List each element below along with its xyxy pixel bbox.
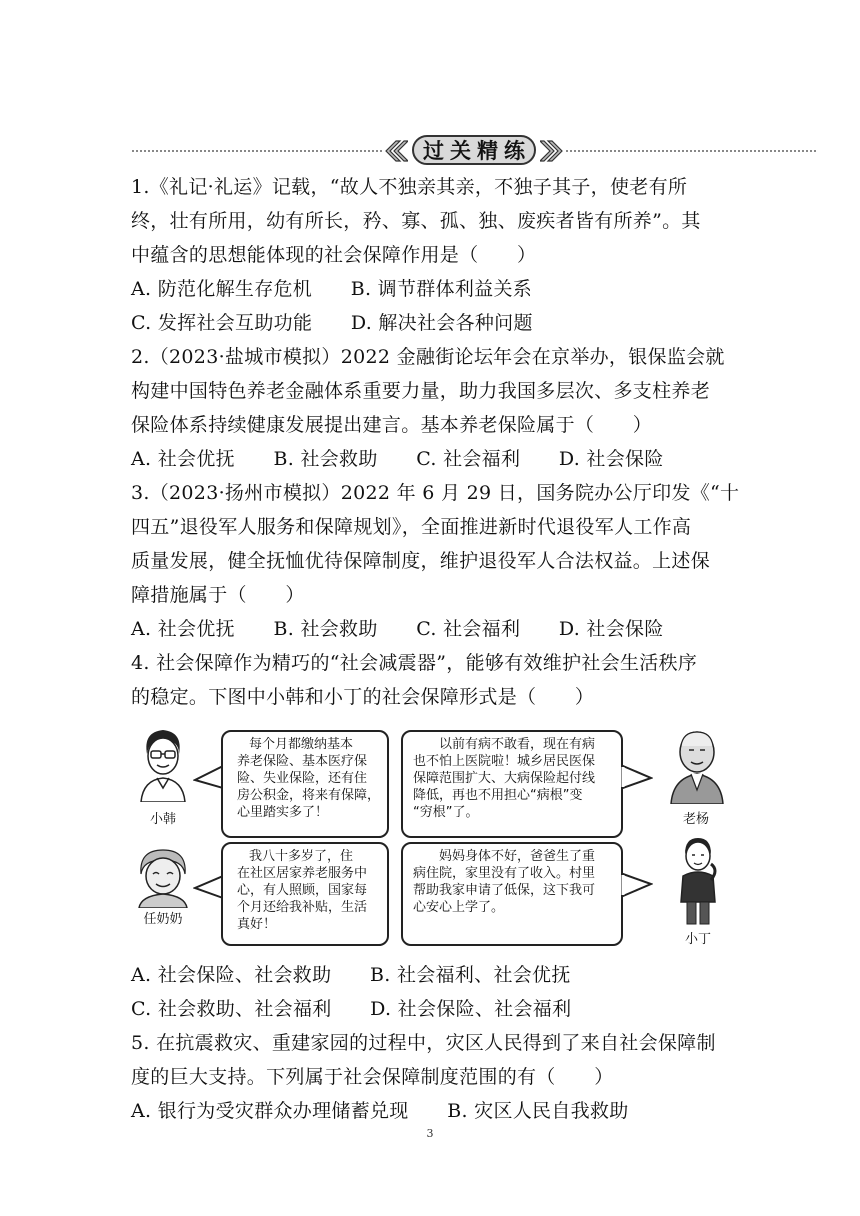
- renmama-name: 任奶奶: [143, 912, 183, 927]
- question-list: [131, 170, 740, 1128]
- option-line: A. 防范化解生存危机 B. 调节群体利益关系: [131, 278, 533, 300]
- question-3: [131, 476, 740, 646]
- question-line: 2.（2023·盐城市模拟）2022 金融街论坛年会在京举办，银保监会就: [131, 346, 725, 368]
- bubble-line: 心里踏实多了！: [237, 805, 329, 820]
- bubble-line: 真好！: [237, 917, 277, 932]
- xiaohan-figure-icon: [135, 724, 191, 802]
- bubble-line: 每个月都缴纳基本: [249, 737, 354, 752]
- xiaoding-speech-bubble: [401, 842, 623, 946]
- bubble-tail: [193, 762, 223, 792]
- chevron-right-icon: [540, 140, 564, 162]
- bubble-line: 个月还给我补贴，生活: [237, 900, 368, 915]
- question-line: 度的巨大支持。下列属于社会保障制度范围的有（ ）: [131, 1066, 614, 1088]
- question-line: 的稳定。下图中小韩和小丁的社会保障形式是（ ）: [131, 686, 595, 708]
- bubble-tail: [193, 872, 223, 902]
- option-line: A. 社会优抚 B. 社会救助 C. 社会福利 D. 社会保险: [131, 618, 664, 640]
- bubble-line: 帮助我家申请了低保，这下我可: [413, 883, 596, 898]
- question-line: 3.（2023·扬州市模拟）2022 年 6 月 29 日，国务院办公厅印发《“十: [131, 482, 740, 504]
- section-title-box: [412, 135, 536, 165]
- bubble-line: 保障范围扩大、大病保险起付线: [413, 771, 596, 786]
- xiaoding-figure-icon: [671, 834, 725, 926]
- bubble-tail: [621, 870, 653, 900]
- laoyang-name: 老杨: [682, 812, 709, 827]
- laoyang-speech-bubble: [401, 730, 623, 838]
- option-line: A. 社会优抚 B. 社会救助 C. 社会福利 D. 社会保险: [131, 448, 664, 470]
- bubble-line: 心，有人照顾，国家每: [237, 883, 368, 898]
- bubble-line: 房公积金，将来有保障，: [237, 788, 381, 803]
- option-line: A. 银行为受灾群众办理储蓄兑现 B. 灾区人民自我救助: [131, 1100, 629, 1122]
- xiaohan-name: 小韩: [149, 812, 176, 827]
- question-5: [131, 1026, 731, 1128]
- bubble-line: 降低，再也不用担心“病根”变: [413, 788, 583, 803]
- bubble-line: 病住院，家里没有了收入。村里: [413, 866, 596, 881]
- bubble-line: 我八十多岁了，住: [249, 849, 354, 864]
- question-line: 质量发展，健全抚恤优待保障制度，维护退役军人合法权益。上述保: [131, 550, 711, 572]
- bubble-line: 险、失业保险，还有住: [237, 771, 368, 786]
- laoyang-figure-icon: [667, 724, 727, 804]
- xiaohan-speech-bubble: [221, 730, 389, 838]
- question-line: 终，壮有所用，幼有所长，矜、寡、孤、独、废疾者皆有所养”。其: [131, 210, 701, 232]
- xiaoding-name: 小丁: [684, 932, 711, 947]
- question-line: 4. 社会保障作为精巧的“社会减震器”，能够有效维护社会生活秩序: [131, 652, 698, 674]
- question-line: 保险体系持续健康发展提出建言。基本养老保险属于（ ）: [131, 414, 653, 436]
- page-number: 3: [426, 1127, 434, 1140]
- renmama-figure-icon: [133, 844, 193, 908]
- bubble-line: 心安心上学了。: [413, 900, 505, 915]
- option-line: C. 社会救助、社会福利 D. 社会保险、社会福利: [131, 998, 572, 1020]
- question-line: 障措施属于（ ）: [131, 584, 305, 606]
- banner-rule-left: [132, 150, 382, 152]
- option-line: A. 社会保险、社会救助 B. 社会福利、社会优抚: [131, 964, 571, 986]
- question-line: 中蕴含的思想能体现的社会保障作用是（ ）: [131, 244, 537, 266]
- cartoon-figure: [131, 722, 731, 952]
- bubble-line: 养老保险、基本医疗保: [237, 754, 368, 769]
- bubble-line: 以前有病不敢看，现在有病: [439, 737, 596, 752]
- bubble-line: 妈妈身体不好，爸爸生了重: [439, 849, 596, 864]
- question-2: [131, 340, 731, 476]
- question-1: [131, 170, 731, 340]
- question-line: 1.《礼记·礼运》记载，“故人不独亲其亲，不独子其子，使老有所: [131, 176, 688, 198]
- section-title: 过关精练: [423, 139, 531, 163]
- bubble-tail: [621, 762, 653, 792]
- chevron-left-icon: [384, 140, 408, 162]
- section-banner: [382, 134, 566, 168]
- question-line: 四五”退役军人服务和保障规划》，全面推进新时代退役军人工作高: [131, 516, 692, 538]
- bubble-line: 在社区居家养老服务中: [237, 866, 368, 881]
- question-4: [131, 646, 731, 1026]
- option-line: C. 发挥社会互助功能 D. 解决社会各种问题: [131, 312, 533, 334]
- renmama-speech-bubble: [221, 842, 389, 946]
- banner-rule-right: [566, 150, 816, 152]
- question-line: 5. 在抗震救灾、重建家园的过程中，灾区人民得到了来自社会保障制: [131, 1032, 716, 1054]
- bubble-line: “穷根”了。: [413, 805, 479, 820]
- bubble-line: 也不怕上医院啦！城乡居民医保: [413, 754, 596, 769]
- question-line: 构建中国特色养老金融体系重要力量，助力我国多层次、多支柱养老: [131, 380, 711, 402]
